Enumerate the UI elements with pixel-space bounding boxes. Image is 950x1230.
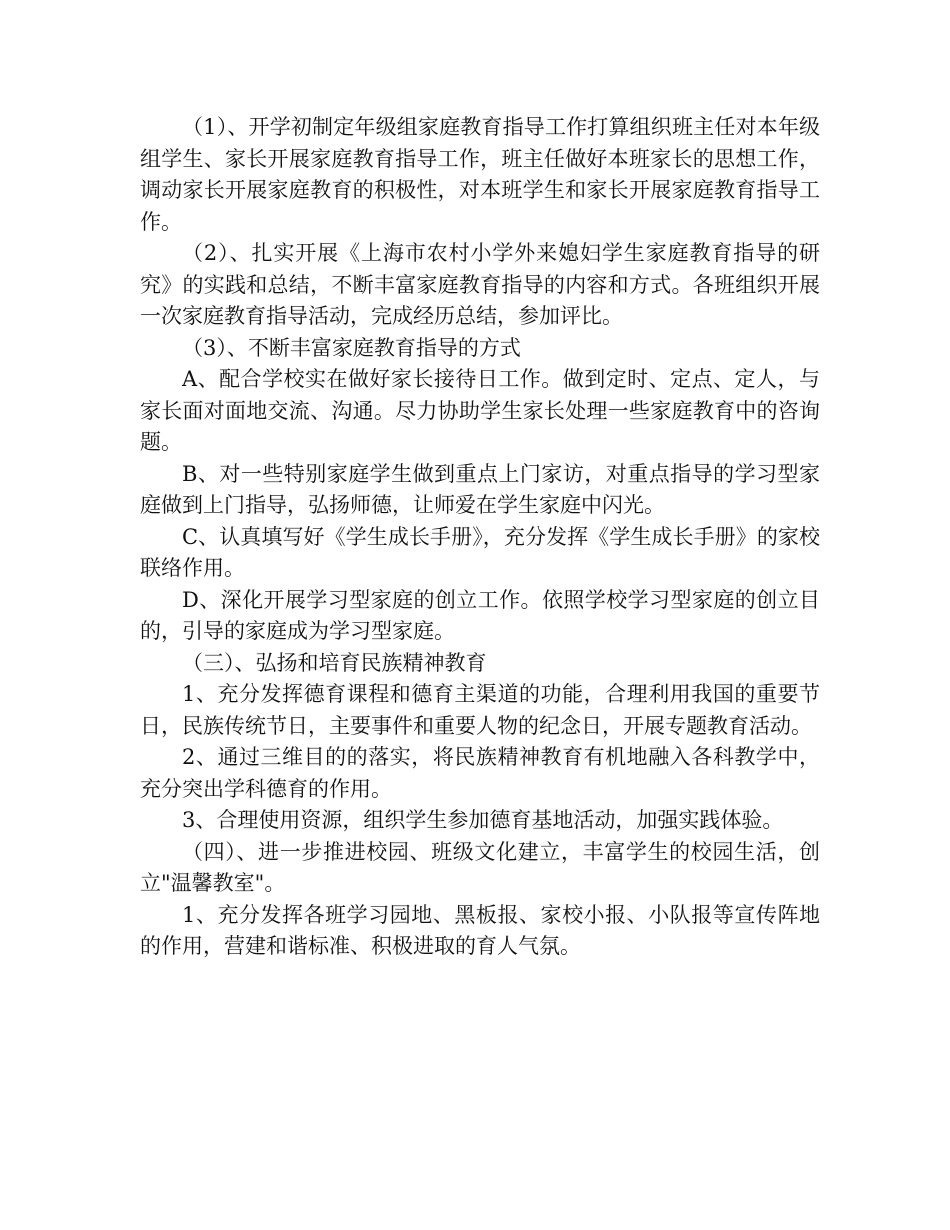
paragraph-5: B、对一些特别家庭学生做到重点上门家访，对重点指导的学习型家庭做到上门指导，弘扬师德，让师爱在学生家庭中闪光。 — [140, 461, 820, 517]
paragraph-1: （1）、开学初制定年级组家庭教育指导工作打算组织班主任对本年级组学生、家长开展家庭教育指导工作，班主任做好本班家长的思想工作，调动家长开展家庭教育的积极性，对本班学生和家长开展家庭教育指导工作。 — [140, 115, 820, 234]
document-page — [140, 112, 820, 963]
paragraph-7: D、深化开展学习型家庭的创立工作。依照学校学习型家庭的创立目的，引导的家庭成为学习型家庭。 — [140, 587, 820, 643]
paragraph-6: C、认真填写好《学生成长手册》，充分发挥《学生成长手册》的家校联络作用。 — [140, 524, 820, 580]
paragraph-10: 2、通过三维目的的落实，将民族精神教育有机地融入各科教学中，充分突出学科德育的作用。 — [140, 745, 820, 801]
paragraph-11: 3、合理使用资源，组织学生参加德育基地活动，加强实践体验。 — [182, 808, 784, 832]
paragraph-2: （2）、扎实开展《上海市农村小学外来媳妇学生家庭教育指导的研究》的实践和总结，不断丰富家庭教育指导的内容和方式。各班组织开展一次家庭教育指导活动，完成经历总结，参加评比。 — [140, 241, 820, 328]
paragraph-9: 1、充分发挥德育课程和德育主渠道的功能，合理利用我国的重要节日，民族传统节日，主要事件和重要人物的纪念日，开展专题教育活动。 — [140, 682, 820, 738]
paragraph-13: 1、充分发挥各班学习园地、黑板报、家校小报、小队报等宣传阵地的作用，营建和谐标准、积极进取的育人气氛。 — [140, 902, 820, 958]
paragraph-3: （3）、不断丰富家庭教育指导的方式 — [182, 335, 521, 360]
section-heading-4: （四）、进一步推进校园、班级文化建立，丰富学生的校园生活，创立"温馨教室"。 — [140, 839, 820, 895]
paragraph-4: A、配合学校实在做好家长接待日工作。做到定时、定点、定人，与家长面对面地交流、沟通。尽力协助学生家长处理一些家庭教育中的咨询题。 — [140, 367, 820, 454]
section-heading-3: （三）、弘扬和培育民族精神教育 — [182, 650, 487, 675]
